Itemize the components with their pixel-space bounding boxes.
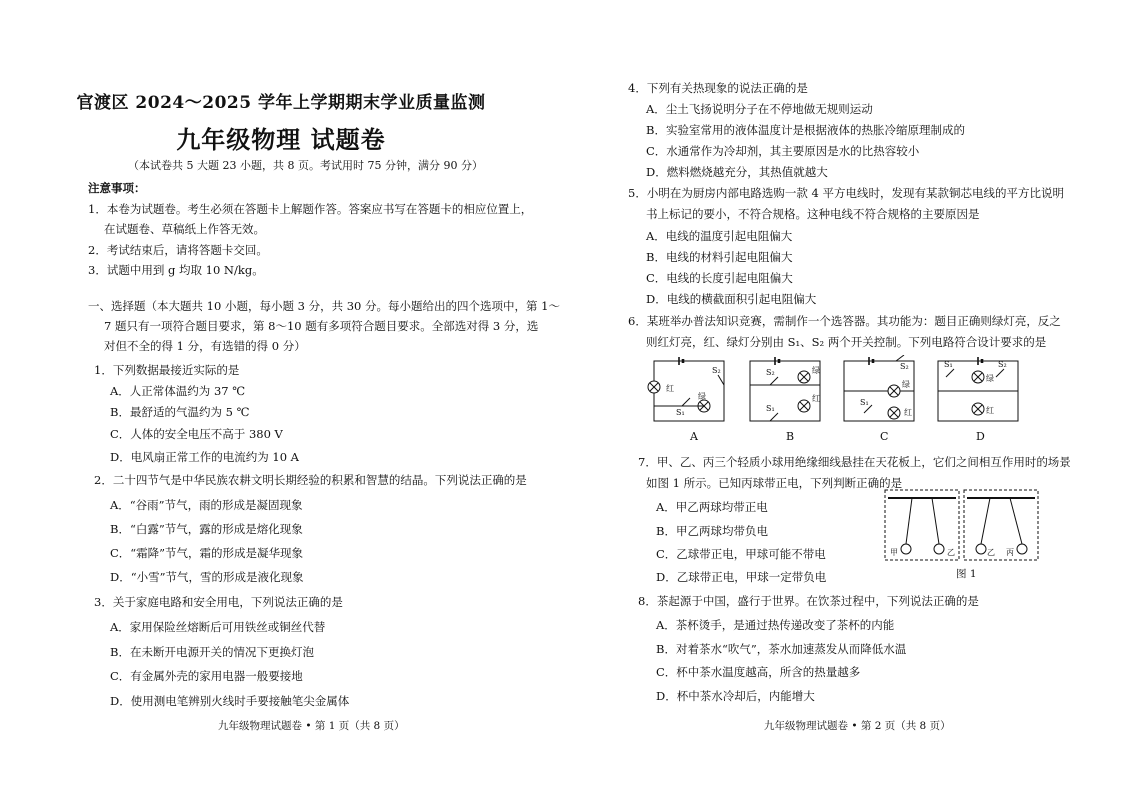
circuit-label: C xyxy=(880,430,889,443)
ball-label: 乙 xyxy=(987,548,995,557)
lamp-label: 红 xyxy=(904,408,912,417)
switch-label: S₁ xyxy=(766,404,775,413)
section-heading: 一、选择题（本大题共 10 小题，每小题 3 分，共 30 分。每小题给出的四个选项中，第 1～ xyxy=(88,299,560,313)
lamp-label: 红 xyxy=(986,406,994,415)
option: D．“小雪”节气，雪的形成是液化现象 xyxy=(110,570,304,584)
circuit-label: D xyxy=(976,430,985,443)
lamp-label: 绿 xyxy=(986,374,994,383)
switch-label: S₁ xyxy=(944,360,953,369)
option: A．“谷雨”节气，雨的形成是凝固现象 xyxy=(110,498,303,512)
option: C．乙球带正电，甲球可能不带电 xyxy=(656,547,826,561)
option: A．家用保险丝熔断后可用铁丝或铜丝代替 xyxy=(110,620,326,634)
question-stem: 1．下列数据最接近实际的是 xyxy=(94,363,240,377)
exam-subtitle: 九年级物理 试题卷 xyxy=(176,125,386,154)
option: D．杯中茶水冷却后，内能增大 xyxy=(656,689,815,703)
question-stem: 2．二十四节气是中华民族农耕文明长期经验的积累和智慧的结晶。下列说法正确的是 xyxy=(94,473,527,487)
question-stem: 7．甲、乙、丙三个轻质小球用绝缘细线悬挂在天花板上，它们之间相互作用时的场景 xyxy=(638,455,1071,469)
question-stem: 6．某班举办普法知识竞赛，需制作一个选答器。其功能为：题目正确则绿灯亮，反之 xyxy=(628,314,1061,328)
option: A．电线的温度引起电阻偏大 xyxy=(646,229,793,243)
ball-label: 乙 xyxy=(947,548,955,557)
option: A．尘土飞扬说明分子在不停地做无规则运动 xyxy=(646,102,873,116)
figure-1-hanging-balls xyxy=(884,488,1040,564)
circuit-diagrams xyxy=(642,355,1042,431)
question-stem: 3．关于家庭电路和安全用电，下列说法正确的是 xyxy=(94,595,343,609)
option: D．电线的横截面积引起电阻偏大 xyxy=(646,292,817,306)
switch-label: S₂ xyxy=(712,366,721,375)
option: C．有金属外壳的家用电器一般要接地 xyxy=(110,669,303,683)
question-stem: 5．小明在为厨房内部电路选购一款 4 平方电线时，发现有某款铜芯电线的平方比说明 xyxy=(628,186,1064,200)
option: A．甲乙两球均带正电 xyxy=(656,500,768,514)
switch-label: S₁ xyxy=(860,398,869,407)
option: B．实验室常用的液体温度计是根据液体的热胀冷缩原理制成的 xyxy=(646,123,965,137)
question-stem: 书上标记的要小，不符合规格。这种电线不符合规格的主要原因是 xyxy=(646,207,980,221)
question-stem: 8．茶起源于中国，盛行于世界。在饮茶过程中，下列说法正确的是 xyxy=(638,594,979,608)
note-line: 2．考试结束后，请将答题卡交回。 xyxy=(88,243,268,257)
lamp-label: 绿 xyxy=(902,380,910,389)
lamp-label: 绿 xyxy=(698,392,706,401)
exam-page-2 xyxy=(562,0,1123,793)
option: C．水通常作为冷却剂，其主要原因是水的比热容较小 xyxy=(646,144,920,158)
option: A．茶杯烫手，是通过热传递改变了茶杯的内能 xyxy=(656,618,895,632)
option: B．对着茶水“吹气”，茶水加速蒸发从而降低水温 xyxy=(656,642,907,656)
exam-info: （本试卷共 5 大题 23 小题，共 8 页。考试用时 75 分钟，满分 90 分） xyxy=(128,159,483,172)
option: B．在未断开电源开关的情况下更换灯泡 xyxy=(110,645,314,659)
option: B．甲乙两球均带负电 xyxy=(656,524,768,538)
section-heading: 7 题只有一项符合题目要求，第 8～10 题有多项符合题目要求。全部选对得 3 分，选 xyxy=(104,319,539,333)
option: D．燃料燃烧越充分，其热值就越大 xyxy=(646,165,828,179)
exam-title: 官渡区 2024～2025 学年上学期期末学业质量监测 xyxy=(76,93,486,113)
figure-caption: 图 1 xyxy=(956,568,977,580)
note-line: 3．试题中用到 g 均取 10 N/kg。 xyxy=(88,263,264,277)
page-footer: 九年级物理试题卷 • 第 1 页（共 8 页） xyxy=(218,720,405,732)
option: C．“霜降”节气，霜的形成是凝华现象 xyxy=(110,546,304,560)
option: B．最舒适的气温约为 5 ℃ xyxy=(110,405,250,419)
lamp-label: 红 xyxy=(812,394,820,403)
circuit-b xyxy=(750,357,820,421)
option: B．电线的材料引起电阻偏大 xyxy=(646,250,793,264)
circuit-label: A xyxy=(690,430,698,443)
circuit-label: B xyxy=(786,430,795,443)
notes-heading: 注意事项： xyxy=(88,181,146,195)
option: D．使用测电笔辨别火线时手要接触笔尖金属体 xyxy=(110,694,350,708)
question-stem: 如图 1 所示。已知丙球带正电，下列判断正确的是 xyxy=(646,476,903,490)
lamp-label: 红 xyxy=(666,384,674,393)
question-stem: 4．下列有关热现象的说法正确的是 xyxy=(628,81,808,95)
switch-label: S₂ xyxy=(998,360,1007,369)
note-line: 1．本卷为试题卷。考生必须在答题卡上解题作答。答案应书写在答题卡的相应位置上， xyxy=(88,202,533,216)
switch-label: S₂ xyxy=(900,362,909,371)
option: C．人体的安全电压不高于 380 V xyxy=(110,427,283,441)
section-heading: 对但不全的得 1 分，有选错的得 0 分） xyxy=(104,339,306,353)
note-line: 在试题卷、草稿纸上作答无效。 xyxy=(104,222,265,236)
option: A．人正常体温约为 37 ℃ xyxy=(110,384,246,398)
option: B．“白露”节气，露的形成是熔化现象 xyxy=(110,522,303,536)
option: C．电线的长度引起电阻偏大 xyxy=(646,271,793,285)
ball-label: 丙 xyxy=(1006,548,1014,557)
switch-label: S₁ xyxy=(676,408,685,417)
option: C．杯中茶水温度越高，所含的热量越多 xyxy=(656,665,861,679)
option: D．电风扇正常工作的电流约为 10 A xyxy=(110,450,299,464)
ball-label: 甲 xyxy=(890,548,898,557)
page-footer: 九年级物理试题卷 • 第 2 页（共 8 页） xyxy=(764,720,951,732)
switch-label: S₂ xyxy=(766,368,775,377)
question-stem: 则红灯亮，红、绿灯分别由 S₁、S₂ 两个开关控制。下列电路符合设计要求的是 xyxy=(646,335,1047,349)
option: D．乙球带正电，甲球一定带负电 xyxy=(656,570,827,584)
lamp-label: 绿 xyxy=(812,366,820,375)
